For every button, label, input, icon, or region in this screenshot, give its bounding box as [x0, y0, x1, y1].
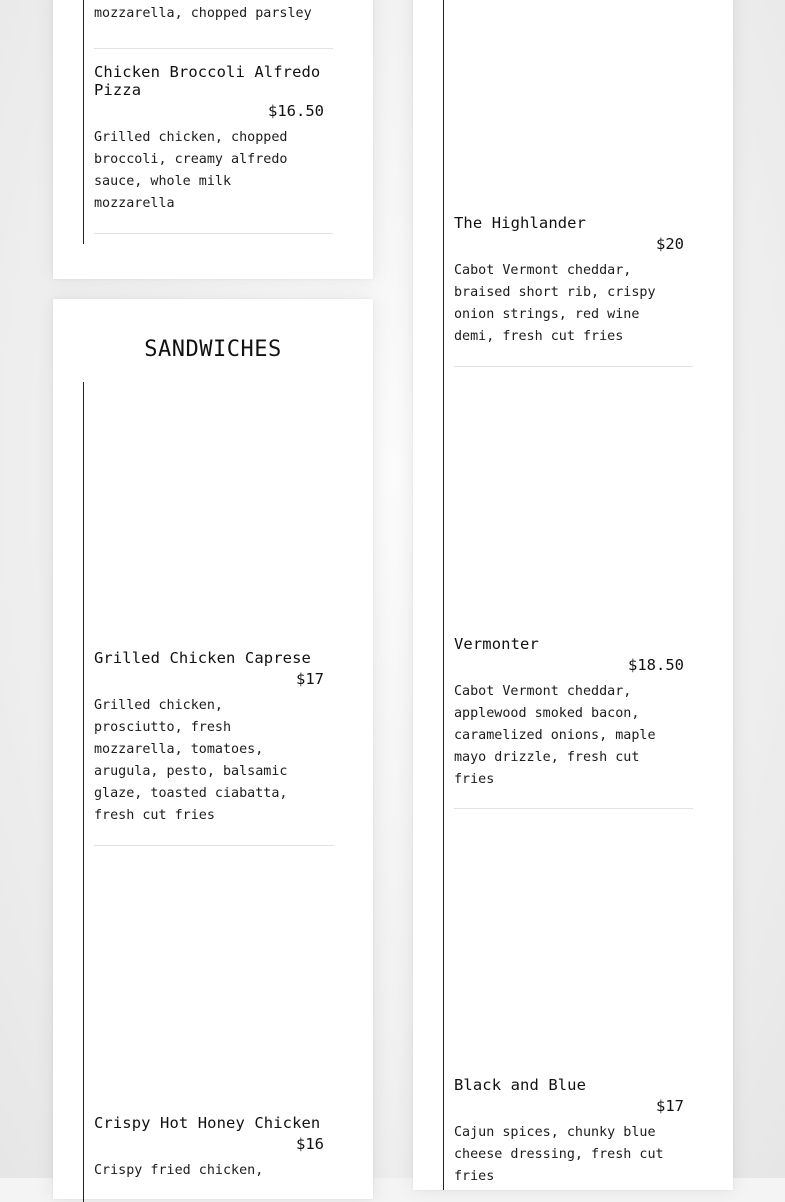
item-description-line: mozzarella, chopped parsley: [94, 6, 312, 21]
item-price: $20: [656, 235, 684, 253]
item-description: Grilled chicken, prosciutto, fresh mozzarella, tomatoes, arugula, pesto, balsamic glaze, toasted ciabatta, fresh cut fries: [94, 698, 288, 823]
item-name: Grilled Chicken Caprese: [94, 649, 311, 667]
menu-item[interactable]: [454, 214, 684, 348]
item-price: $17: [296, 670, 324, 688]
item-description: Cajun spices, chunky blue cheese dressing, fresh cut fries: [454, 1125, 664, 1184]
item-price: $16.50: [268, 102, 324, 120]
item-price: $17: [656, 1097, 684, 1115]
item-description: Cabot Vermont cheddar, braised short rib, crispy onion strings, red wine demi, fresh cut fries: [454, 263, 656, 344]
sandwiches-menu-card: [53, 299, 373, 1199]
burgers-menu-card: [413, 0, 733, 1190]
item-divider: [454, 366, 693, 367]
menu-item[interactable]: [94, 63, 324, 215]
item-name: The Highlander: [454, 214, 587, 232]
item-name: Black and Blue: [454, 1076, 587, 1094]
menu-item[interactable]: [94, 649, 324, 827]
item-divider: [94, 48, 333, 49]
item-description: Cabot Vermont cheddar, applewood smoked bacon, caramelized onions, maple mayo drizzle, fresh cut fries: [454, 684, 656, 787]
pizza-menu-card: [53, 0, 373, 279]
menu-item[interactable]: [454, 635, 684, 791]
item-name: Vermonter: [454, 635, 539, 653]
item-divider: [94, 845, 334, 846]
menu-item[interactable]: [454, 1076, 684, 1188]
card-rule: [443, 0, 444, 1190]
card-rule: [83, 382, 84, 1202]
item-price: $16: [296, 1135, 324, 1153]
item-name: Crispy Hot Honey Chicken: [94, 1114, 321, 1132]
card-rule: [83, 0, 84, 244]
item-name: Chicken Broccoli Alfredo Pizza: [94, 63, 321, 99]
menu-item-partial: [94, 0, 334, 25]
item-description: Crispy fried chicken,: [94, 1163, 264, 1178]
menu-item[interactable]: [94, 1114, 324, 1182]
section-title: SANDWICHES: [144, 337, 282, 362]
item-price: $18.50: [628, 656, 684, 674]
item-divider: [454, 808, 693, 809]
item-description: Grilled chicken, chopped broccoli, creamy alfredo sauce, whole milk mozzarella: [94, 130, 288, 211]
item-divider: [94, 233, 333, 234]
